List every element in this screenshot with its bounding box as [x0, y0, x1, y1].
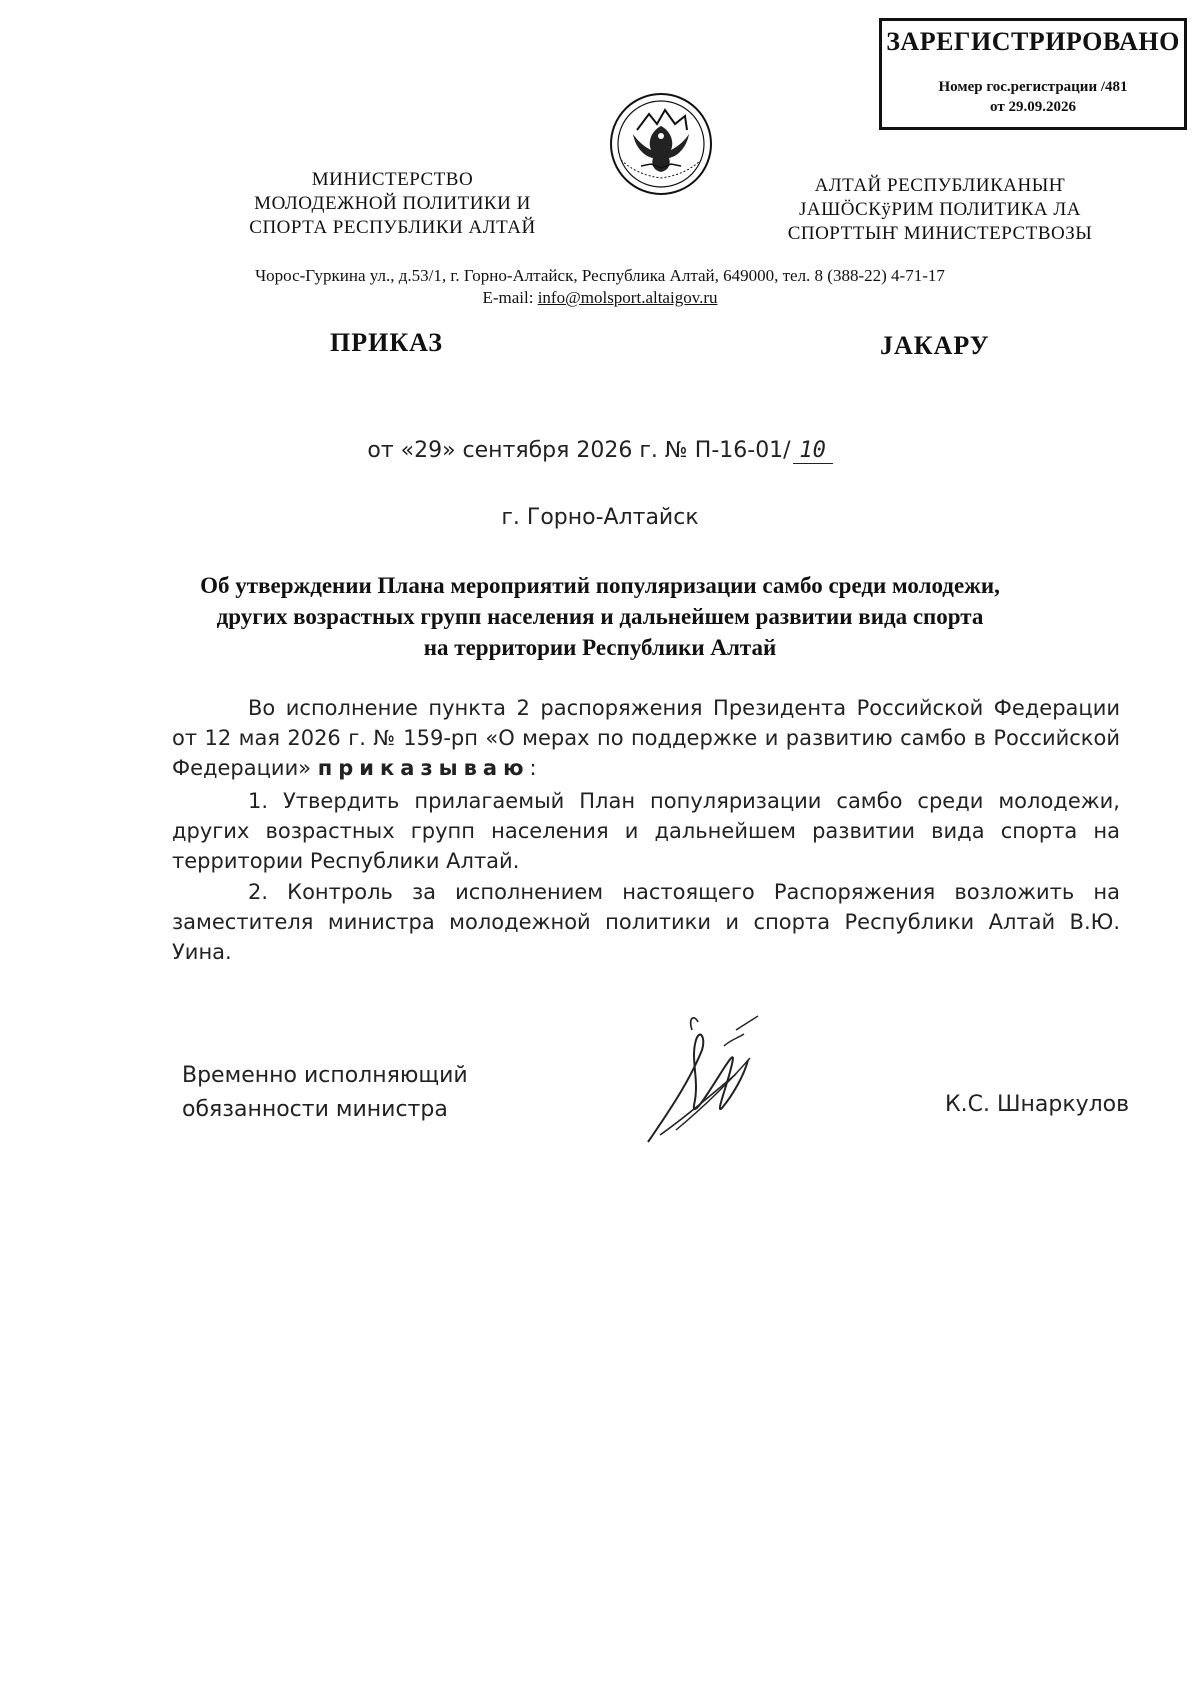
- signatory-name: К.С. Шнаркулов: [945, 1092, 1130, 1117]
- doc-type-russian: ПРИКАЗ: [330, 328, 444, 357]
- registration-stamp: [879, 18, 1187, 130]
- stamp-reg-date: от 29.09.2026: [990, 99, 1076, 115]
- order-prefix: от «29» сентября 2026 г. № П-16-01/: [367, 438, 791, 463]
- stamp-title: ЗАРЕГИСТРИРОВАНО: [886, 27, 1180, 56]
- order-title: Об утверждении Плана мероприятий популяризации самбо среди молодежи, других возрастных групп населения и дальнейшем развитии вида спорта на территории Республики Алтай: [200, 573, 1000, 660]
- preamble-text: Во исполнение пункта 2 распоряжения Президента Российской Федерации от 12 мая 2026 г. № 159-рп «О мерах по поддержке и развитию самбо в Российской Федерации»: [172, 696, 1120, 780]
- order-item-2: 2. Контроль за исполнением настоящего Распоряжения возложить на заместителя министра молодежной политики и спорта Республики Алтай В.Ю. Уина.: [172, 880, 1120, 964]
- order-city: г. Горно-Алтайск: [501, 505, 699, 530]
- email-link[interactable]: info@molsport.altaigov.ru: [537, 288, 718, 307]
- postal-address: Чорос-Гуркина ул., д.53/1, г. Горно-Алтайск, Республика Алтай, 649000, тел. 8 (388-22) 4-71-17: [255, 266, 945, 285]
- stamp-reg-number: Номер гос.регистрации /481: [938, 79, 1128, 95]
- address-block: [100, 265, 1100, 309]
- handwritten-signature: [640, 1010, 770, 1145]
- signatory-position: Временно исполняющий обязанности министра: [182, 1063, 468, 1122]
- email-label: E-mail:: [482, 288, 534, 307]
- order-number-handwritten: 10: [793, 438, 833, 464]
- doc-type-altai: ЈАКАРУ: [880, 331, 990, 360]
- order-date-number: [0, 438, 1200, 464]
- email-line: [100, 287, 1100, 309]
- organization-name-russian: МИНИСТЕРСТВО МОЛОДЕЖНОЙ ПОЛИТИКИ И СПОРТА РЕСПУБЛИКИ АЛТАЙ: [249, 169, 536, 238]
- organization-name-altai: АЛТАЙ РЕСПУБЛИКАНЫҤ ЈАШÖСКÿРИМ ПОЛИТИКА ЛА СПОРТТЫҤ МИНИСТЕРСТВОЗЫ: [787, 175, 1093, 244]
- command-word: приказываю: [317, 756, 530, 780]
- order-item-1: 1. Утвердить прилагаемый План популяризации самбо среди молодежи, других возрастных групп населения и дальнейшем развитии вида спорта на территории Республики Алтай.: [172, 789, 1120, 873]
- preamble-paragraph: Во исполнение пункта 2 распоряжения Президента Российской Федерации от 12 мая 2026 г. № 159-рп «О мерах по поддержке и развитию самбо в Российской Федерации» приказываю:: [172, 696, 1120, 780]
- coat-of-arms-emblem: [607, 90, 715, 198]
